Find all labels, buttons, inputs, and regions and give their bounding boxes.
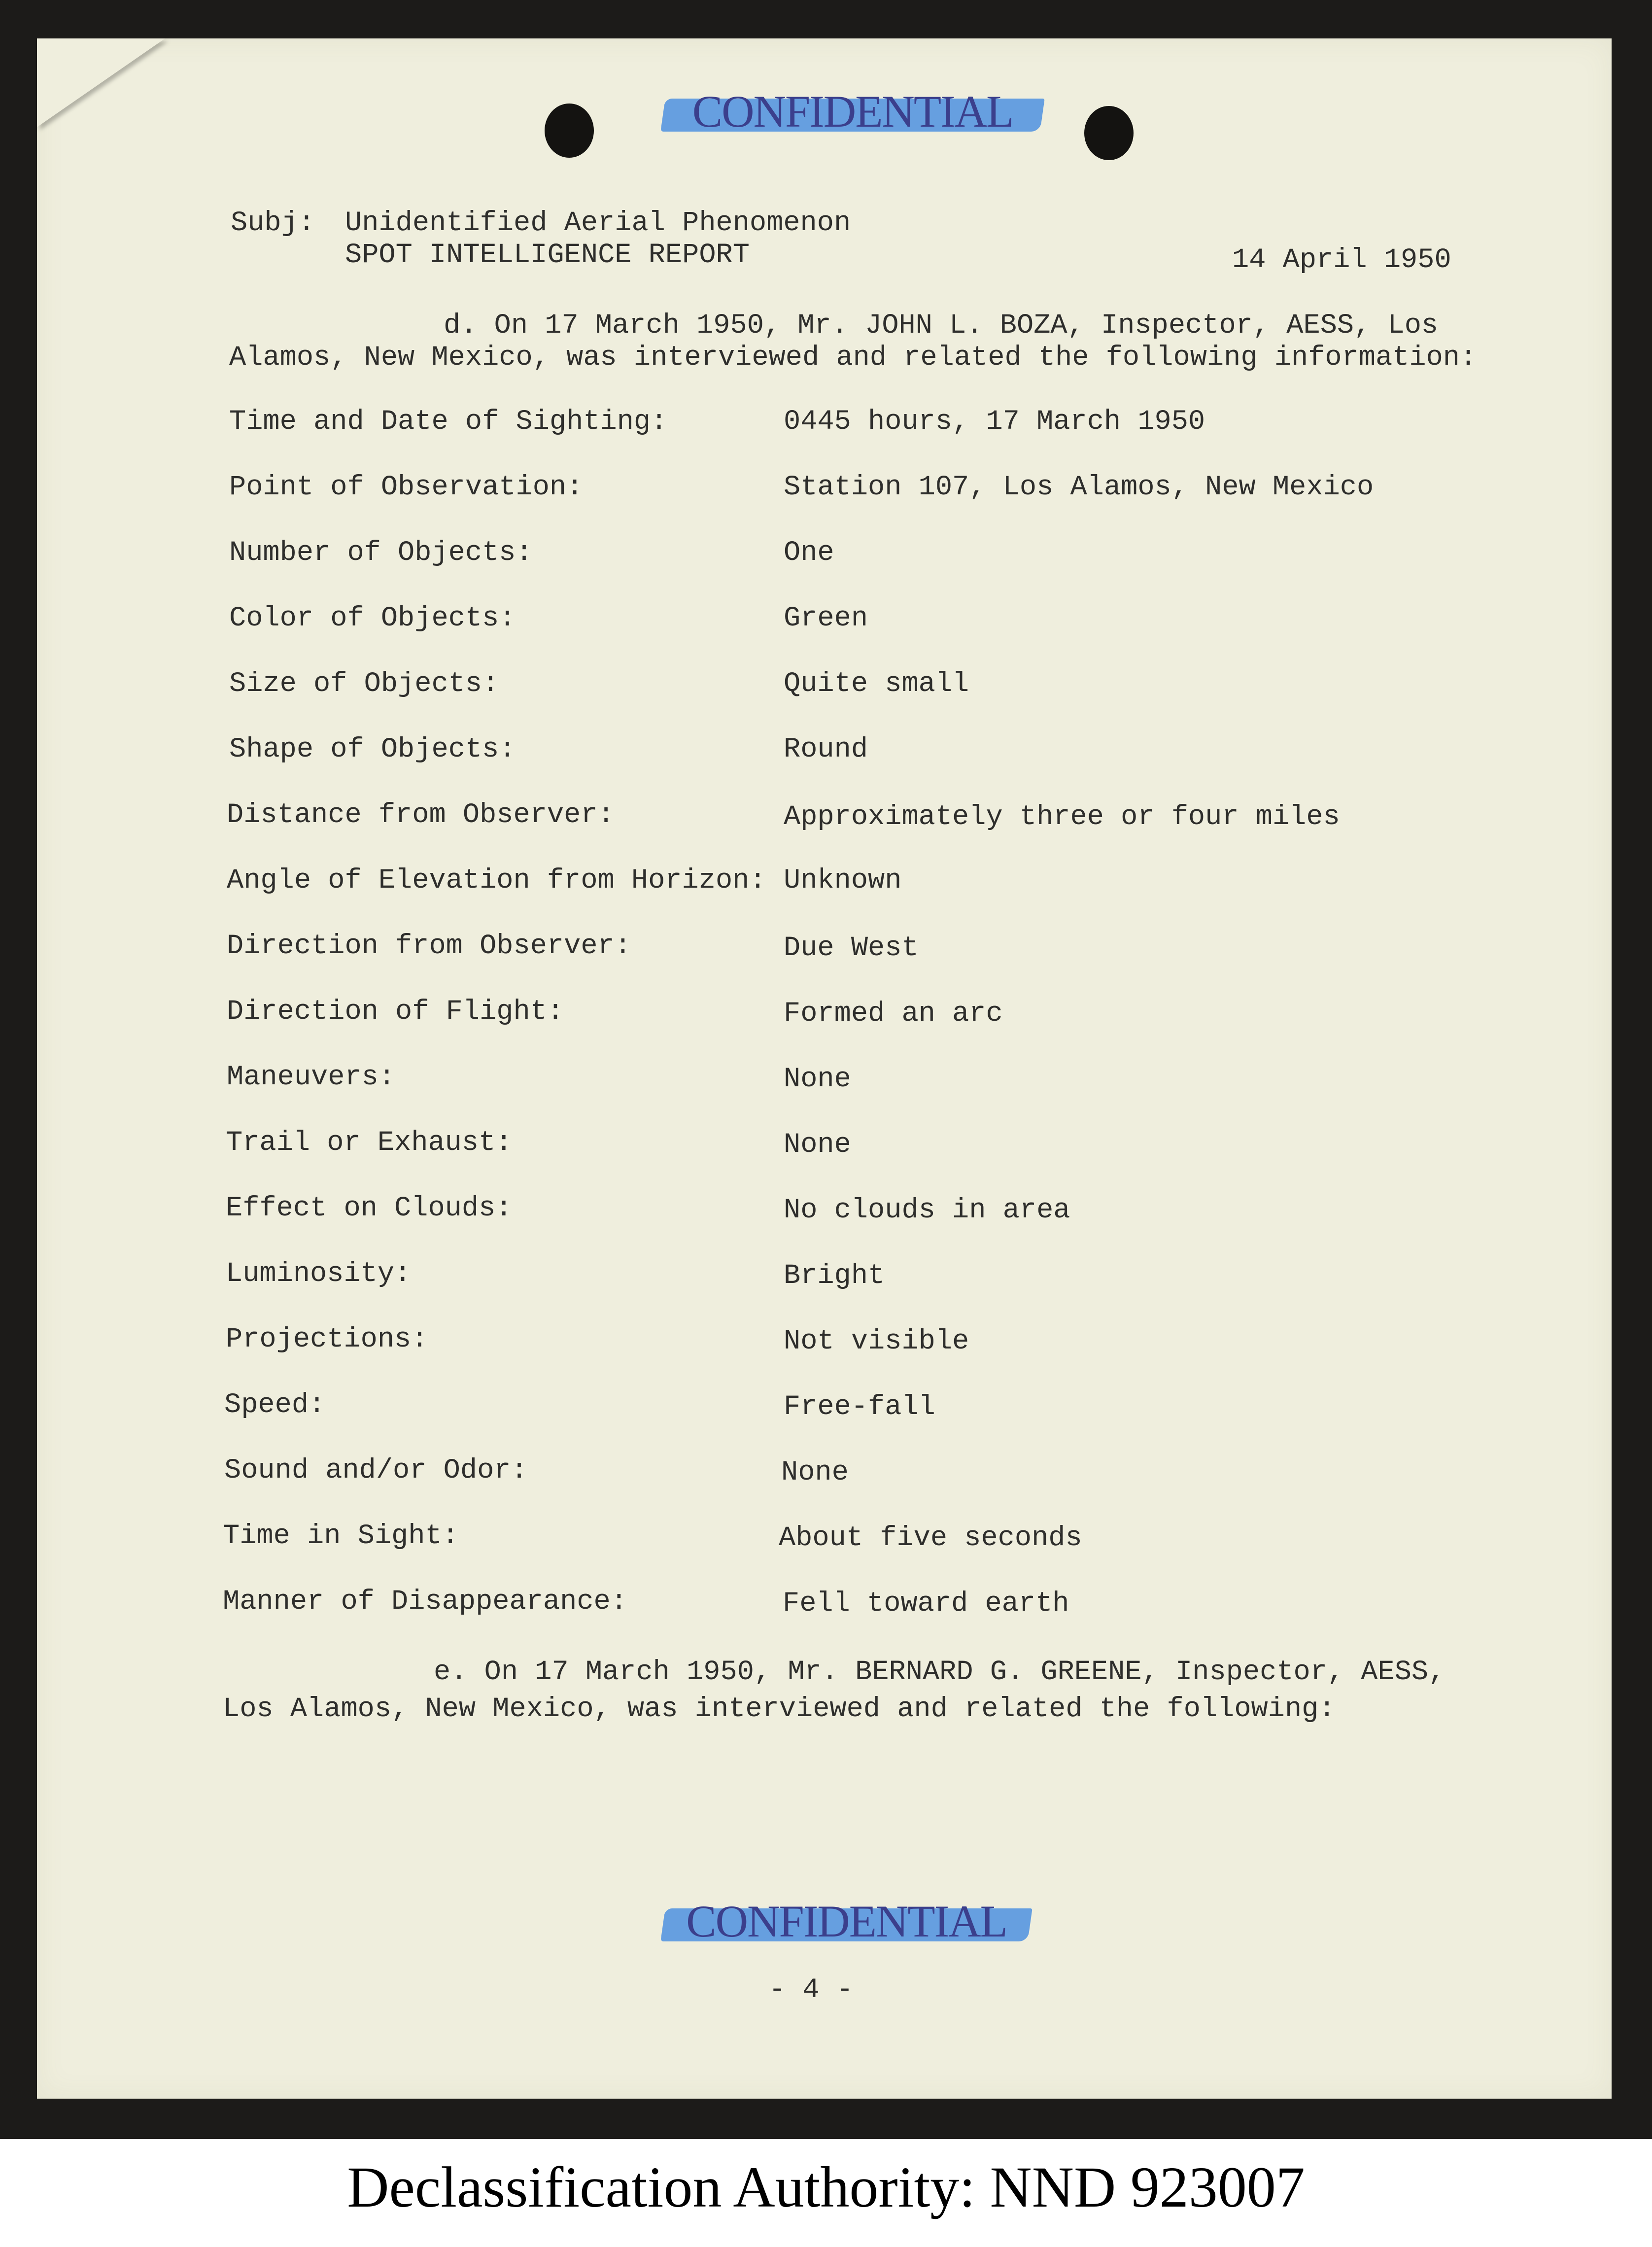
field-label: Color of Objects: (229, 603, 516, 634)
field-label: Number of Objects: (229, 537, 533, 569)
stamp-text-top: CONFIDENTIAL (692, 86, 1013, 137)
field-label: Speed: (224, 1389, 326, 1421)
page-number: - 4 - (769, 1974, 854, 2006)
field-value: Green (784, 603, 868, 634)
field-value: Station 107, Los Alamos, New Mexico (784, 472, 1374, 503)
field-label: Sound and/or Odor: (224, 1455, 528, 1486)
report-date: 14 April 1950 (1232, 244, 1451, 276)
field-label: Shape of Objects: (229, 734, 516, 765)
field-label: Direction from Observer: (227, 931, 631, 962)
paragraph-d-line-2: Alamos, New Mexico, was interviewed and related the following information: (229, 342, 1477, 374)
field-label: Effect on Clouds: (226, 1193, 513, 1224)
field-label: Distance from Observer: (227, 799, 615, 831)
field-value: Round (784, 734, 868, 765)
field-label: Manner of Disappearance: (223, 1586, 627, 1618)
field-label: Time and Date of Sighting: (229, 406, 668, 438)
field-value: Due West (784, 933, 919, 964)
stamp-text-bottom: CONFIDENTIAL (686, 1896, 1007, 1946)
subject-line-2: SPOT INTELLIGENCE REPORT (345, 240, 750, 271)
paragraph-e-line-1: e. On 17 March 1950, Mr. BERNARD G. GREENE, Inspector, AESS, (434, 1657, 1446, 1688)
field-value: Approximately three or four miles (784, 801, 1340, 833)
paragraph-d-line-1: d. On 17 March 1950, Mr. JOHN L. BOZA, Inspector, AESS, Los (444, 310, 1439, 342)
confidential-stamp-top (663, 88, 1042, 135)
field-value: About five seconds (779, 1522, 1082, 1554)
field-value: None (781, 1457, 849, 1488)
field-value: Free-fall (784, 1391, 935, 1423)
field-label: Projections: (226, 1324, 428, 1355)
field-label: Size of Objects: (229, 668, 499, 700)
field-label: Luminosity: (226, 1258, 412, 1290)
field-value: Fell toward earth (783, 1588, 1069, 1620)
subject-line-1: Unidentified Aerial Phenomenon (345, 207, 851, 239)
field-value: No clouds in area (784, 1195, 1070, 1226)
field-value: Formed an arc (784, 998, 1003, 1030)
subject-label: Subj: (231, 207, 315, 239)
declassification-authority: Declassification Authority: NND 923007 (347, 2155, 1305, 2219)
field-label: Trail or Exhaust: (226, 1127, 513, 1159)
field-value: None (784, 1064, 851, 1095)
field-value: Quite small (784, 668, 969, 700)
punch-hole-right (1084, 106, 1134, 160)
field-label: Point of Observation: (229, 472, 584, 503)
field-label: Maneuvers: (227, 1062, 396, 1093)
field-value: Not visible (784, 1326, 969, 1357)
field-value: None (784, 1129, 851, 1161)
field-value: Unknown (784, 865, 902, 897)
field-value: One (784, 537, 834, 569)
field-label: Time in Sight: (223, 1521, 459, 1552)
punch-hole-left (545, 104, 594, 158)
confidential-stamp-bottom (663, 1898, 1030, 1944)
field-value: Bright (784, 1260, 885, 1292)
paragraph-e-line-2: Los Alamos, New Mexico, was interviewed and related the following: (223, 1694, 1336, 1725)
field-label: Angle of Elevation from Horizon: (227, 865, 766, 897)
field-label: Direction of Flight: (227, 996, 564, 1028)
field-value: 0445 hours, 17 March 1950 (784, 406, 1205, 438)
torn-corner (37, 38, 165, 127)
